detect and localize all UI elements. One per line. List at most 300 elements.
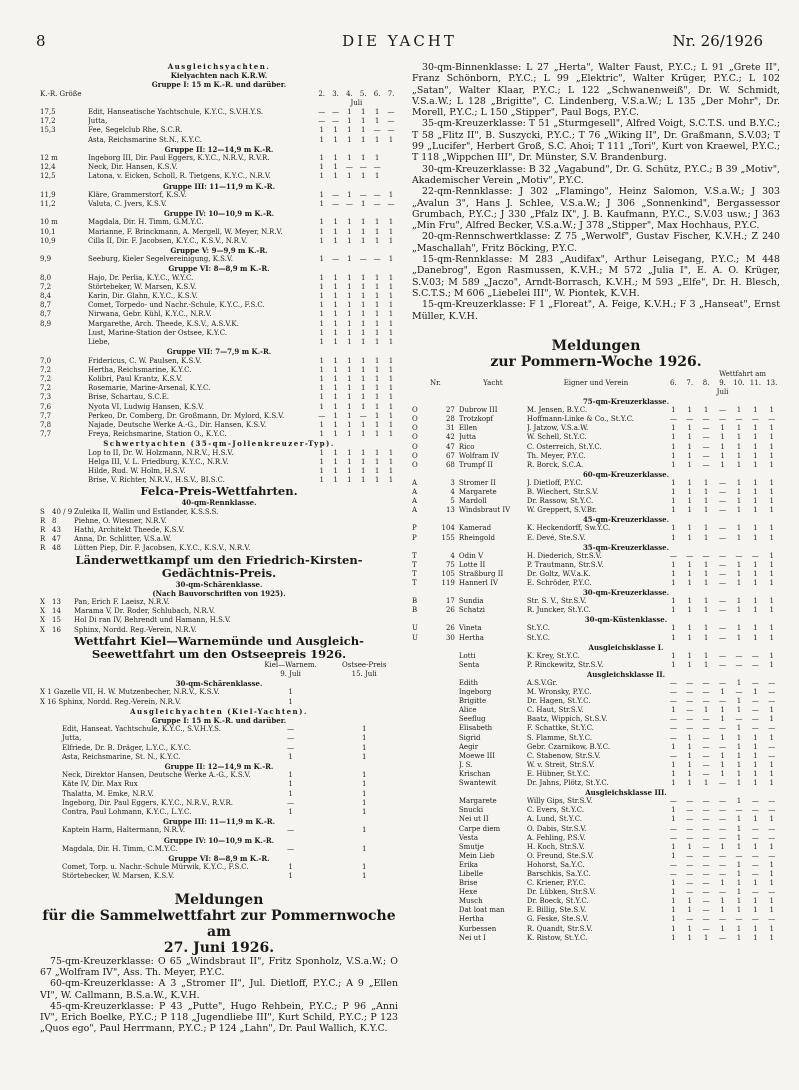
size-cell: 10 m (40, 218, 58, 227)
result-cell: 1 (703, 624, 709, 633)
yacht-name: J. S. (458, 760, 473, 769)
result-cell: 1 (333, 282, 338, 291)
result-cell: — (719, 797, 727, 806)
table-row (40, 526, 398, 535)
yacht-name: Brigitte (458, 697, 487, 706)
owner-club: F. Schattke, St.Y.C. (526, 724, 595, 733)
meldungen-date: 27. Juni 1926. (163, 939, 275, 956)
result-cell: — (702, 551, 710, 560)
yacht-cell: Liebe, (87, 338, 110, 347)
yacht-cell: Lop to II, Dr. W. Holzmann, N.R.V., H.S.V. (87, 448, 234, 457)
result-cell: 1 (361, 218, 366, 227)
result-cell: 1 (736, 560, 742, 569)
yacht-cell: Latona, v. Eicken, Scholl, R. Tietgens, K.Y.C., N.R.V. (87, 172, 271, 181)
table-row (412, 415, 780, 424)
result-cell: — (719, 551, 727, 560)
yacht-name: Carpe diem (458, 824, 501, 833)
result-cell: — (702, 879, 710, 888)
class-letter (412, 679, 428, 688)
result-cell: 1 (703, 660, 709, 669)
result-cell: 1 (769, 497, 775, 506)
result-cell: 1 (687, 497, 692, 506)
entry-text: Magdala, Dir. H. Timm, C.M.Y.C. (62, 844, 178, 853)
result-cell: 1 (361, 420, 366, 429)
result-cell: 1 (333, 374, 338, 383)
result-cell: — (702, 697, 710, 706)
yacht-name: Straßburg II (458, 569, 504, 578)
table-row (40, 598, 398, 607)
size-cell (40, 458, 88, 467)
result-cell: 1 (736, 478, 742, 487)
yacht-cell: Brise, Schartau, S.C.E. (87, 393, 170, 402)
blank-cell (40, 99, 88, 108)
result-cell: 1 (361, 771, 367, 780)
result-cell: 1 (333, 328, 338, 337)
result-cell: — (751, 860, 759, 869)
result-cell: 1 (388, 365, 394, 374)
result-cell: — (768, 824, 776, 833)
result-cell: 1 (720, 460, 725, 469)
owner-club: E. Devé, Ste.S.V. (526, 533, 586, 542)
result-cell: — (768, 806, 776, 815)
result-cell: 1 (347, 420, 352, 429)
entry-text: Asta, Reichsmarine, St. N., K.Y.C. (62, 752, 181, 761)
table-row (40, 301, 398, 310)
table-row (412, 443, 780, 452)
group-heading: Schwertyachten (35-qm-Jollenkreuzer-Typ). (103, 439, 335, 449)
table-row (412, 852, 780, 861)
size-cell: 11,2 (40, 200, 56, 209)
entry-text: Zuleika II, Wallin und Estlander, K.S.S.S. (74, 507, 219, 516)
result-cell: 1 (687, 733, 692, 742)
paragraph: 45-qm-Kreuzerklasse: P 43 „Putte", Hugo Rehbein, P.Y.C.; P 96 „Anni IV", Erich Boelke, P.Y.C.; P 118 „Jugendliebe III", Kurt Schild, P.Y.C.; P 123 „Quos ego", Paul Herrmann, P.Y.C.; P 124 „Lahn", Dr. Paul Wallich, K.Y.C. (40, 1000, 398, 1035)
result-cell: 1 (361, 227, 366, 236)
table-row (40, 725, 398, 734)
table-row (40, 200, 398, 209)
result-cell: — (719, 915, 727, 924)
yacht-cell: Hertha, Reichsmarine, K.Y.C. (87, 365, 192, 374)
yacht-name: Libelle (458, 869, 484, 878)
result-cell: 1 (687, 742, 692, 751)
owner-club: C. Evers, St.Y.C. (526, 806, 585, 815)
yacht-name: Sundia (458, 597, 484, 606)
group-heading: Gruppe III: 11—11,9 m K.-R. (162, 817, 276, 827)
result-cell: — (686, 879, 694, 888)
result-cell: 1 (687, 924, 692, 933)
result-cell: — (373, 190, 381, 199)
table-row (412, 825, 780, 834)
owner-club: Barschkis, Sa.Y.C. (526, 869, 591, 878)
entry-text: Hathi, Architekt Theede, K.S.V. (74, 525, 185, 534)
result-cell: 1 (753, 897, 758, 906)
entry-cell (40, 688, 251, 697)
table-row (40, 517, 398, 526)
result-cell: 1 (671, 879, 676, 888)
class-letter (412, 815, 428, 824)
group-heading: Gruppe VI: 8—8,9 m K.-R. (168, 264, 270, 274)
result-cell: — (373, 255, 381, 264)
result-cell: 1 (671, 897, 676, 906)
result-cell: — (751, 869, 759, 878)
size-cell: 7,2 (40, 384, 52, 393)
result-cell: 1 (736, 733, 742, 742)
result-cell: 1 (319, 319, 324, 328)
group-heading: Ausgleichsklasse III. (585, 788, 667, 798)
result-cell: 1 (736, 797, 742, 806)
class-letter (412, 852, 428, 861)
result-cell: 1 (374, 420, 380, 429)
result-cell: 1 (753, 624, 758, 633)
result-cell: — (751, 806, 759, 815)
result-cell: 1 (671, 806, 676, 815)
result-cell: 1 (319, 135, 324, 144)
result-cell: 1 (720, 442, 725, 451)
table-row (40, 771, 398, 780)
class-letter: O (412, 442, 418, 451)
result-cell: — (669, 715, 677, 724)
result-cell: — (719, 779, 727, 788)
paragraph: 30-qm-Binnenklasse: L 27 „Herta", Walter Faust, P.Y.C.; L 91 „Grete II", Franz Schönborn, P.Y.C.; L 99 „Elektric", Walter Krüger, P.Y.C.; L 102 „Satan", Walter Klaar, P.Y.C.; L 122 „Schwanenweiß", Dr. W. Schmidt, V.S.a.W.; L 128 „Brigitte", C. Lindenberg, V.S.a.W.; L 135 „Der Mohr", Dr. Morell, P.Y.C.; L 150 „Stipper", Paul Bogs, P.Y.C. (412, 62, 780, 119)
result-cell: 1 (703, 578, 709, 587)
yacht-cell: Ingeborg III, Dir. Paul Eggers, K.Y.C., N.R.V., R.V.R. (87, 154, 270, 163)
class-letter: O (412, 415, 418, 424)
result-cell: 1 (736, 833, 742, 842)
result-cell: 1 (753, 779, 758, 788)
result-cell: 1 (769, 478, 775, 487)
owner-club: Hoffmann-Linke & Co., St.Y.C. (526, 415, 635, 424)
result-cell: 1 (288, 697, 293, 706)
yacht-name: Musch (458, 897, 483, 906)
result-cell: — (719, 524, 727, 533)
sail-number: 104 (441, 524, 455, 533)
result-cell: — (719, 488, 727, 497)
result-cell: — (751, 697, 759, 706)
yacht-cell: Kläre, Grammerstorf, K.S.V. (87, 190, 187, 199)
result-cell: 1 (736, 824, 742, 833)
entry-text: Gazelle VII, H. W. Mutzenbecher, N.R.V., K.S.V. (53, 688, 220, 697)
result-cell: 1 (288, 688, 293, 697)
result-cell: 1 (347, 374, 352, 383)
result-cell: — (686, 869, 694, 878)
result-cell: 1 (736, 906, 742, 915)
owner-club: W. v. Streit, Str.S.V. (526, 760, 595, 769)
result-cell: — (669, 551, 677, 560)
table-row (40, 163, 398, 172)
yacht-name: Nei ut II (458, 815, 489, 824)
result-cell: 1 (361, 466, 366, 475)
result-cell: 1 (319, 448, 324, 457)
result-cell: 1 (333, 126, 338, 135)
result-cell: 1 (671, 533, 676, 542)
result-cell: 1 (736, 815, 742, 824)
table-row (412, 652, 780, 661)
result-cell: — (686, 679, 694, 688)
result-cell: 1 (347, 466, 352, 475)
result-cell: — (686, 688, 694, 697)
yacht-name: Senta (458, 660, 480, 669)
sail-number: 30 (445, 633, 455, 642)
result-cell (384, 172, 398, 181)
sail-number: 15 (52, 616, 61, 625)
entry-text: Edit, Hanseat. Yachtschule, K.Y.C., S.V.H.Y.S. (62, 725, 221, 734)
size-cell: 8,7 (40, 310, 52, 319)
result-cell: — (719, 806, 727, 815)
table-row (40, 228, 398, 237)
table-row (40, 403, 398, 412)
result-cell: 1 (319, 126, 324, 135)
result-cell: — (735, 851, 743, 860)
result-cell: 1 (671, 651, 676, 660)
class-letter: U (412, 633, 418, 642)
table-row (40, 449, 398, 458)
result-cell: 1 (769, 506, 775, 515)
result-cell: — (387, 108, 395, 117)
yacht-name: Jutta (458, 433, 476, 442)
sail-number (428, 897, 458, 906)
class-letter (412, 879, 428, 888)
result-cell: 1 (388, 328, 394, 337)
result-cell: 1 (753, 760, 758, 769)
result-cell: — (686, 797, 694, 806)
result-cell: 1 (753, 688, 758, 697)
result-cell: 1 (347, 108, 352, 117)
result-cell: — (702, 897, 710, 906)
sail-number: 16 (52, 625, 61, 634)
entry-text: Käte IV, Dir. Max Rux (62, 780, 138, 789)
result-cell: 1 (769, 760, 775, 769)
size-cell (40, 476, 88, 485)
result-cell: 1 (347, 393, 352, 402)
group-heading: 30-qm-Kreuzerklasse. (582, 588, 670, 598)
result-cell: — (345, 200, 353, 209)
result-cell: 1 (720, 906, 725, 915)
yacht-cell: Freya, Reichsmarine, Station O., K.Y.C. (87, 430, 227, 439)
yacht-name: Dubrow III (458, 406, 498, 415)
table-row (412, 870, 780, 879)
class-letter: P (412, 533, 417, 542)
result-cell: 1 (769, 433, 775, 442)
result-cell: — (719, 606, 727, 615)
sail-number (428, 934, 458, 943)
result-cell: 1 (720, 879, 725, 888)
result-cell: 1 (374, 154, 380, 163)
result-cell: — (702, 733, 710, 742)
result-cell: 1 (347, 273, 352, 282)
owner-club: K. Ristow, St.Y.C. (526, 933, 588, 942)
class-letter (412, 688, 428, 697)
result-cell: — (686, 815, 694, 824)
result-cell: 1 (333, 476, 338, 485)
class-letter (412, 752, 428, 761)
result-cell: 1 (347, 338, 352, 347)
sail-number: 27 (445, 406, 455, 415)
result-cell: 1 (769, 524, 775, 533)
size-cell: 7,0 (40, 356, 52, 365)
result-cell: 1 (736, 779, 742, 788)
result-cell: 1 (374, 365, 380, 374)
size-cell (40, 329, 88, 338)
sail-number (428, 770, 458, 779)
result-cell: — (719, 824, 727, 833)
section-subtitle: 30-qm-Schärenklasse. (175, 679, 263, 689)
result-cell: 1 (347, 402, 352, 411)
yacht-name: Edith (458, 679, 479, 688)
result-cell: — (702, 824, 710, 833)
result-cell: — (702, 415, 710, 424)
paragraph: 15-qm-Kreuzerklasse: F 1 „Floreat", A. Feige, K.V.H.; F 3 „Hanseat", Ernst Müller, K.V.H. (412, 299, 780, 322)
yacht-name: Hannerl IV (458, 578, 498, 587)
yacht-name: Rico (458, 442, 475, 451)
pommern-table (412, 370, 780, 943)
size-cell (40, 338, 88, 347)
meldungen-subtitle: für die Sammelwettfahrt zur Pommernwoche am (42, 907, 396, 940)
class-letter: T (412, 560, 417, 569)
result-cell: 1 (687, 606, 692, 615)
result-cell: 1 (753, 842, 758, 851)
result-cell: 1 (671, 488, 676, 497)
result-cell: 1 (687, 578, 692, 587)
class-letter (412, 724, 428, 733)
table-row (40, 393, 398, 402)
yacht-name: Mein Lieb (458, 851, 495, 860)
result-cell: 1 (753, 733, 758, 742)
sail-number (428, 870, 458, 879)
class-letter (412, 661, 428, 670)
yacht-name: Stromer II (458, 478, 496, 487)
result-cell: 1 (361, 172, 366, 181)
result-cell: 1 (374, 448, 380, 457)
result-cell: 1 (769, 488, 775, 497)
result-cell: — (751, 851, 759, 860)
table-row (40, 430, 398, 439)
size-cell: 9,9 (40, 255, 52, 264)
owner-club: Gebr. Czarnikow, B.Y.C. (526, 742, 611, 751)
juli-label: Juli (716, 388, 729, 397)
result-cell: 1 (736, 924, 742, 933)
sail-number (428, 915, 458, 924)
result-cell (330, 698, 398, 707)
result-cell: 1 (361, 384, 366, 393)
result-cell: — (702, 751, 710, 760)
table-row (412, 743, 780, 752)
result-cell: 1 (703, 933, 709, 942)
result-cell: 1 (753, 751, 758, 760)
owner-club: B. Wiechert, Str.S.V. (526, 488, 599, 497)
table-row (40, 753, 398, 762)
table-row (412, 424, 780, 433)
table-row (40, 412, 398, 421)
result-cell: 1 (288, 808, 293, 817)
result-cell: 1 (361, 310, 366, 319)
size-cell (40, 467, 88, 476)
result-cell: 1 (288, 863, 293, 872)
wettfahrt-table (40, 661, 398, 882)
column-header-eigner: Eigner und Verein (563, 378, 629, 387)
result-cell: — (768, 833, 776, 842)
class-letter: U (412, 624, 418, 633)
result-cell: — (287, 826, 295, 835)
result-cell: — (702, 715, 710, 724)
table-row (412, 570, 780, 579)
result-cell: — (686, 697, 694, 706)
owner-club: E. Schröder, P.Y.C. (526, 578, 592, 587)
result-cell: 1 (374, 301, 380, 310)
yacht-name: Wolfram IV (458, 451, 499, 460)
result-cell: 1 (703, 497, 709, 506)
size-cell: 7,2 (40, 282, 52, 291)
result-cell: 1 (361, 292, 366, 301)
result-cell: — (686, 915, 694, 924)
sail-number (428, 724, 458, 733)
result-cell: 1 (736, 488, 742, 497)
sail-number: 1 (47, 688, 52, 697)
result-cell: 1 (753, 906, 758, 915)
result-cell: — (751, 706, 759, 715)
yacht-name: Alice (458, 706, 477, 715)
yacht-name: Lotti (458, 651, 476, 660)
owner-club: K. Krey, St.Y.C. (526, 651, 580, 660)
yacht-cell: Lust, Marine-Station der Ostsee, K.Y.C. (87, 328, 228, 337)
result-cell: — (751, 797, 759, 806)
result-cell: 1 (374, 374, 380, 383)
result-cell: — (702, 842, 710, 851)
result-cell: 1 (671, 769, 676, 778)
result-cell: 1 (736, 724, 742, 733)
class-letter (412, 897, 428, 906)
class-letter: X (40, 625, 45, 634)
owner-club: J. Dietloff, P.Y.C. (526, 478, 583, 487)
sail-number (428, 706, 458, 715)
entry-text: Neck, Direktor Hansen, Deutsche Werke A.-G., K.S.V. (62, 771, 251, 780)
result-cell: — (287, 734, 295, 743)
result-cell: — (768, 915, 776, 924)
yacht-name: Vineta (458, 624, 482, 633)
result-cell: 1 (333, 310, 338, 319)
result-cell: — (719, 697, 727, 706)
class-letter (412, 743, 428, 752)
table-row (40, 744, 398, 753)
entry-text: Pan, Erich F. Laeisz, N.R.V. (74, 597, 170, 606)
result-cell: 1 (333, 319, 338, 328)
result-cell: 1 (671, 624, 676, 633)
result-cell: 1 (347, 218, 352, 227)
column-header-day: 5. (359, 89, 367, 98)
column-header: 9. Juli (280, 669, 301, 678)
sail-number: 40 / 9 (52, 507, 73, 516)
section-title-ausgleich: Ausgleichsyachten. (167, 62, 271, 71)
class-letter: T (412, 569, 417, 578)
result-cell: 1 (388, 236, 394, 245)
result-cell: 1 (319, 466, 324, 475)
section-title-laender: Länderwettkampf um den Friedrich-Kirsten-Gedächtnis-Preis. (75, 552, 363, 580)
yacht-name: Kamerad (458, 524, 492, 533)
result-cell: 1 (374, 135, 380, 144)
result-cell: 1 (753, 433, 758, 442)
result-cell: 1 (769, 424, 775, 433)
sail-number (428, 861, 458, 870)
result-cell: 1 (753, 933, 758, 942)
size-cell: 8,9 (40, 319, 52, 328)
result-cell: 1 (687, 406, 692, 415)
result-cell: 1 (374, 236, 380, 245)
result-cell: 1 (347, 255, 352, 264)
result-cell: 1 (361, 752, 367, 761)
result-cell: — (702, 851, 710, 860)
result-cell: 1 (736, 633, 742, 642)
yacht-cell: Valuta, C. Jvers, K.S.V. (87, 200, 167, 209)
result-cell: 1 (374, 319, 380, 328)
sail-number (428, 888, 458, 897)
